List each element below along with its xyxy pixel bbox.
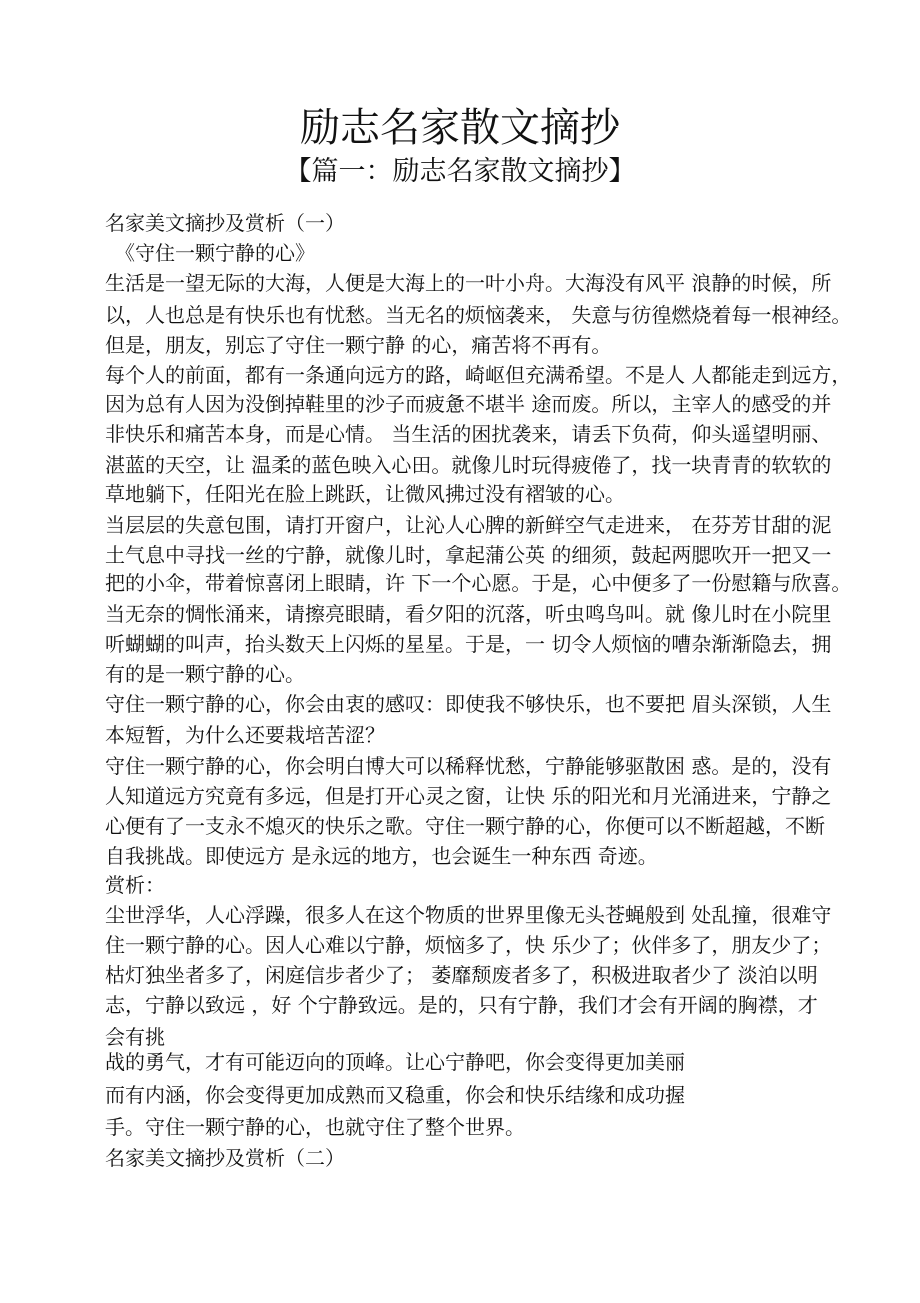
text-line: 湛蓝的天空，让 温柔的蓝色映入心田。就像儿时玩得疲倦了，找一块青青的软软的	[105, 453, 832, 477]
text-line: 土气息中寻找一丝的宁静，就像儿时，拿起蒲公英 的细须，鼓起两腮吹开一把又一	[105, 543, 832, 567]
document-title: 励志名家散文摘抄	[300, 105, 620, 151]
text-line: 而有内涵，你会变得更加成熟而又稳重，你会和快乐结缘和成功握	[105, 1083, 685, 1107]
section-heading: 【篇一：励志名家散文摘抄】	[284, 156, 636, 187]
text-line: 心便有了一支永不熄灭的快乐之歌。守住一颗宁静的心，你便可以不断超越，不断	[105, 814, 825, 838]
text-line: 枯灯独坐者多了，闲庭信步者少了； 萎靡颓废者多了，积极进取者少了 淡泊以明	[105, 963, 818, 987]
text-line: 人知道远方究竟有多远，但是打开心灵之窗，让快 乐的阳光和月光涌进来，宁静之	[105, 784, 832, 808]
text-line: 每个人的前面，都有一条通向远方的路，崎岖但充满希望。不是人 人都能走到远方，	[105, 363, 852, 387]
text-line: 守住一颗宁静的心，你会由衷的感叹：即使我不够快乐，也不要把 眉头深锁，人生	[105, 692, 832, 716]
text-line: 当层层的失意包围，请打开窗户，让沁人心脾的新鲜空气走进来， 在芬芳甘甜的泥	[105, 513, 832, 537]
text-line: 草地躺下，任阳光在脸上跳跃，让微风拂过没有褶皱的心。	[105, 482, 625, 506]
text-line: 名家美文摘抄及赏析（二）	[105, 1146, 345, 1170]
text-line: 《守住一颗宁静的心》	[105, 241, 315, 265]
text-line: 把的小伞，带着惊喜闭上眼睛，许 下一个心愿。于是，心中便多了一份慰籍与欣喜。	[105, 571, 852, 595]
text-line: 但是，朋友，别忘了守住一颗宁静 的心，痛苦将不再有。	[105, 333, 612, 357]
text-line: 志，宁静以致远 ，好 个宁静致远。是的，只有宁静，我们才会有开阔的胸襟，才	[105, 993, 818, 1017]
text-line: 尘世浮华，人心浮躁，很多人在这个物质的世界里像无头苍蝇般到 处乱撞，很难守	[105, 903, 832, 927]
text-line: 以，人也总是有快乐也有忧愁。当无名的烦恼袭来， 失意与彷徨燃烧着每一根神经。	[105, 303, 852, 327]
text-line: 本短暂，为什么还要栽培苦涩？	[105, 723, 385, 747]
text-line: 因为总有人因为没倒掉鞋里的沙子而疲惫不堪半 途而废。所以，主宰人的感受的并	[105, 392, 832, 416]
text-line: 名家美文摘抄及赏析（一）	[105, 211, 345, 235]
text-line: 守住一颗宁静的心，你会明白博大可以稀释忧愁，宁静能够驱散困 惑。是的，没有	[105, 754, 832, 778]
text-line: 当无奈的惆怅涌来，请擦亮眼睛，看夕阳的沉落，听虫鸣鸟叫。就 像儿时在小院里	[105, 602, 832, 626]
text-line: 有的是一颗宁静的心。	[105, 662, 305, 686]
text-line: 手。守住一颗宁静的心，也就守住了整个世界。	[105, 1115, 525, 1139]
text-line: 战的勇气，才有可能迈向的顶峰。让心宁静吧，你会变得更加美丽	[105, 1050, 685, 1074]
text-line: 生活是一望无际的大海，人便是大海上的一叶小舟。大海没有风平 浪静的时候，所	[105, 271, 832, 295]
text-line: 听蝴蝴的叫声，抬头数天上闪烁的星星。于是，一 切令人烦恼的嘈杂渐渐隐去，拥	[105, 632, 832, 656]
text-line: 赏析：	[105, 873, 165, 897]
text-line: 自我挑战。即使远方 是永远的地方，也会诞生一种东西 奇迹。	[105, 844, 658, 868]
text-line: 非快乐和痛苦本身，而是心情。 当生活的困扰袭来，请丢下负荷，仰头遥望明丽、	[105, 422, 832, 446]
text-line: 会有挑	[105, 1025, 165, 1049]
text-line: 住一颗宁静的心。因人心难以宁静，烦恼多了，快 乐少了；伙伴多了，朋友少了；	[105, 933, 832, 957]
